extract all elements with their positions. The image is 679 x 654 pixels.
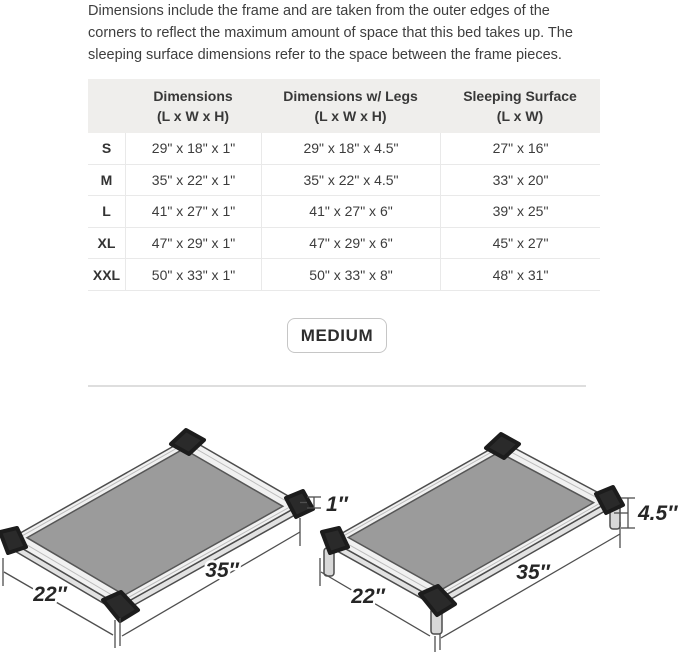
cell-dimensions: 41" x 27" x 1" xyxy=(125,196,261,227)
cell-dimensions-with-legs: 50" x 33" x 8" xyxy=(261,259,440,290)
cell-sleeping-surface: 27" x 16" xyxy=(440,133,600,164)
cell-sleeping-surface: 45" x 27" xyxy=(440,228,600,259)
table-row xyxy=(88,196,600,228)
height-label: 4.5″ xyxy=(638,502,678,525)
cell-dimensions: 35" x 22" x 1" xyxy=(125,165,261,196)
cell-dimensions-with-legs: 29" x 18" x 4.5" xyxy=(261,133,440,164)
cell-size: S xyxy=(101,140,112,157)
selected-size-button[interactable]: MEDIUM xyxy=(287,318,387,353)
table-row xyxy=(88,165,600,197)
bed-diagram-with-legs xyxy=(320,434,678,652)
column-header-label: Dimensions xyxy=(153,88,233,104)
column-header-label: Sleeping Surface xyxy=(463,88,577,104)
cell-dimensions: 47" x 29" x 1" xyxy=(125,228,261,259)
cell-size: L xyxy=(102,203,111,220)
cell-size: XXL xyxy=(92,266,121,283)
column-header-label: Dimensions w/ Legs xyxy=(283,88,418,104)
length-label: 35″ xyxy=(516,561,550,584)
cell-dimensions: 50" x 33" x 1" xyxy=(125,259,261,290)
column-header-sublabel: (L x W) xyxy=(496,108,544,124)
height-label: 1″ xyxy=(326,493,348,516)
bed-diagram-without-legs xyxy=(0,430,349,648)
bed-diagrams xyxy=(0,400,679,654)
cell-sleeping-surface: 48" x 31" xyxy=(440,259,600,290)
width-label: 22″ xyxy=(33,583,67,606)
length-label: 35″ xyxy=(205,559,239,582)
section-divider xyxy=(88,385,586,387)
cell-sleeping-surface: 33" x 20" xyxy=(440,165,600,196)
table-row xyxy=(88,259,600,291)
cell-size: M xyxy=(100,171,113,188)
table-row xyxy=(88,228,600,260)
table-header-row xyxy=(88,79,600,133)
cell-dimensions-with-legs: 47" x 29" x 6" xyxy=(261,228,440,259)
table-row xyxy=(88,133,600,165)
column-header-dimensions xyxy=(125,79,261,133)
cell-dimensions-with-legs: 41" x 27" x 6" xyxy=(261,196,440,227)
column-header-sublabel: (L x W x H) xyxy=(156,108,230,124)
cell-dimensions: 29" x 18" x 1" xyxy=(125,133,261,164)
column-header-sleeping-surface xyxy=(440,79,600,133)
cell-sleeping-surface: 39" x 25" xyxy=(440,196,600,227)
column-header-sublabel: (L x W x H) xyxy=(314,108,387,124)
column-header-dimensions-with-legs xyxy=(261,79,440,133)
cell-dimensions-with-legs: 35" x 22" x 4.5" xyxy=(261,165,440,196)
column-header-size xyxy=(88,79,125,133)
dimensions-table xyxy=(88,79,600,291)
width-label: 22″ xyxy=(351,585,385,608)
cell-size: XL xyxy=(97,235,116,252)
dimensions-description: Dimensions include the frame and are taken from the outer edges of the corners to reflect the maximum amount of space that this bed takes up. The sleeping surface dimensions refer to the space between the frame pieces. xyxy=(88,3,573,63)
